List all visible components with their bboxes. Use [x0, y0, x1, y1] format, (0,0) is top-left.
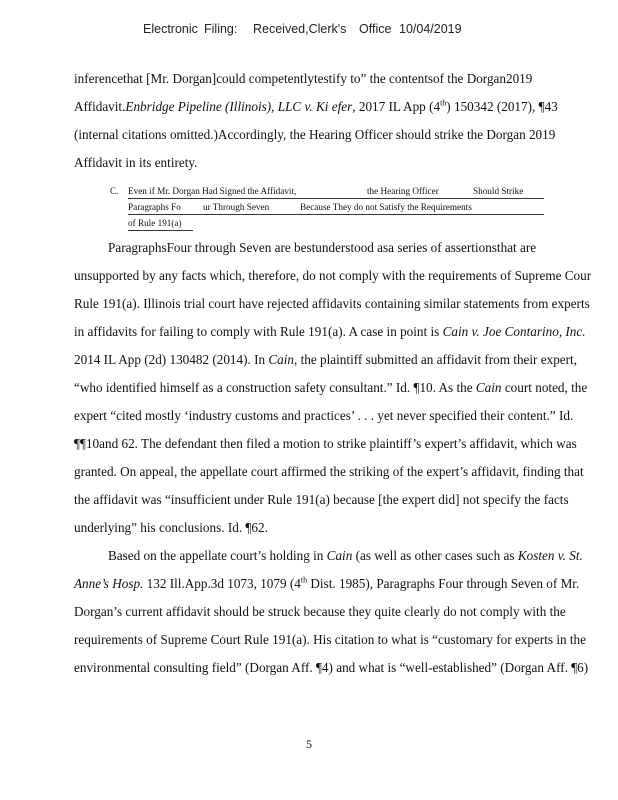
section-subheading — [110, 186, 544, 232]
text: , 2017 IL App (4 — [352, 99, 441, 114]
subheading-text: Paragraphs Fo — [128, 202, 181, 212]
subheading-text: of Rule 191(a) — [128, 218, 182, 228]
case-name: Cain — [475, 380, 502, 395]
text: Based on the appellate court’s holding in — [108, 548, 324, 563]
text: ) 150342 (2017), ¶43 — [446, 99, 558, 114]
text: 2014 IL App (2d) 130482 (2014). In — [74, 352, 266, 367]
para3-line5: environmental consulting field” (Dorgan Aff. ¶4) and what is “well-established” (Dorgan Aff. ¶6) — [74, 660, 589, 675]
para2-line11: underlying” his conclusions. Id. ¶62. — [74, 520, 268, 535]
subheading-underline — [128, 230, 193, 231]
para1-line2 — [74, 99, 558, 115]
text: (as well as other cases such as — [355, 548, 515, 563]
subheading-underline — [128, 198, 544, 199]
para2-line8: ¶¶10and 62. The defendant then filed a motion to strike plaintiff’s expert’s affidavit, which was — [74, 436, 577, 451]
subheading-underline — [128, 214, 544, 215]
para3-line1 — [108, 548, 583, 564]
case-name: Enbridge Pipeline (Illinois), LLC v. Ki — [125, 99, 329, 114]
subheading-text: the Hearing Officer — [367, 186, 439, 196]
para2-line2: unsupported by any facts which, therefore, do not comply with the requirements of Supreme Cour — [74, 268, 592, 283]
header-filing: Filing: — [204, 22, 238, 36]
para3-line4: requirements of Supreme Court Rule 191(a). His citation to what is “customary for experts in the — [74, 632, 586, 647]
case-name-cont: efer — [331, 99, 353, 114]
para1-line4: Affidavit in its entirety. — [74, 155, 198, 170]
para2-line6 — [74, 380, 587, 396]
header-office: Office — [359, 22, 392, 36]
para2-line3: Rule 191(a). Illinois trial court have rejected affidavits containing similar statements from experts — [74, 296, 590, 311]
text: “who identified himself as a construction safety consultant.” Id. ¶10. As the — [74, 380, 473, 395]
para3-line3: Dorgan’s current affidavit should be struck because they quite clearly do not comply with the — [74, 604, 566, 619]
header-date: 10/04/2019 — [399, 22, 462, 36]
subheading-text: Even if Mr. Dorgan Had Signed the Affidavit, — [128, 186, 297, 196]
text: 132 Ill.App.3d 1073, 1079 (4 — [146, 576, 301, 591]
para1-line3: (internal citations omitted.)Accordingly, the Hearing Officer should strike the Dorgan 2019 — [74, 127, 556, 142]
para2-line5 — [74, 352, 577, 368]
case-name: Kosten v. St. — [517, 548, 583, 563]
para2-line7: expert “cited mostly ‘industry customs and practices’ . . . yet never specified their content.” Id. — [74, 408, 574, 423]
text: Dist. 1985), Paragraphs Four through Seven of Mr. — [307, 576, 580, 591]
text: in affidavits for failing to comply with Rule 191(a). A case in point is — [74, 324, 440, 339]
para1-line1: inferencethat [Mr. Dorgan]could competentlytestify to” the contentsof the Dorgan2019 — [74, 71, 533, 86]
subheading-text: Should Strike — [473, 186, 524, 196]
subheading-letter: C. — [110, 186, 119, 196]
case-name: Cain v. Joe Contarino, Inc. — [442, 324, 586, 339]
case-name: Cain — [268, 352, 295, 367]
para3-line2 — [74, 576, 579, 592]
header-received: Received,Clerk's — [253, 22, 347, 36]
text: , the plaintiff submitted an affidavit from their expert, — [294, 352, 577, 367]
case-name: Anne’s Hosp. — [74, 576, 144, 591]
text: Affidavit. — [74, 99, 126, 114]
subheading-text: Because They do not Satisfy the Requirements — [300, 202, 472, 212]
para2-line4 — [74, 324, 586, 340]
case-name: Cain — [326, 548, 353, 563]
superscript: th — [300, 575, 308, 585]
para2-line9: granted. On appeal, the appellate court affirmed the striking of the expert’s affidavit, finding that — [74, 464, 584, 479]
superscript: th — [440, 98, 447, 108]
para2-line1: ParagraphsFour through Seven are bestunderstood asa series of assertionsthat are — [108, 240, 537, 255]
para2-line10: the affidavit was “insufficient under Rule 191(a) because [the expert did] not specify the facts — [74, 492, 569, 507]
text: court noted, the — [504, 380, 588, 395]
subheading-text: ur Through Seven — [203, 202, 270, 212]
page-number: 5 — [306, 737, 312, 751]
header-electronic: Electronic — [143, 22, 198, 36]
